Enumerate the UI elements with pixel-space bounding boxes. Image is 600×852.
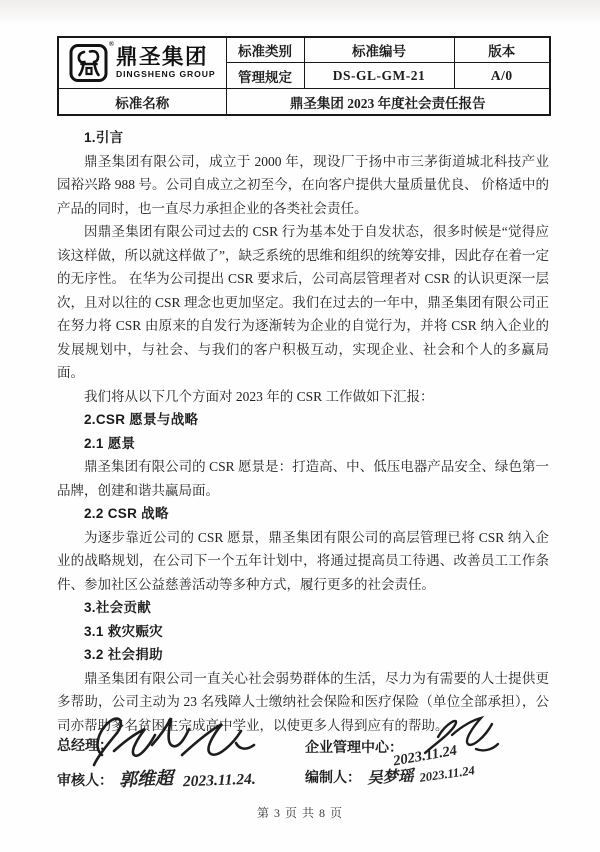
version-value: A/0 xyxy=(454,63,550,89)
author-label: 编制人： xyxy=(305,771,361,786)
body-paragraph: 鼎圣集团有限公司，成立于 2000 年，现设厂于扬中市三茅街道城北科技产业园裕兴路 988 号。公司自成立之初至今，在向客户提供大量质量优良、 价格适中的产品的同时，也一直尽力承担企业的各类社会责任。 xyxy=(57,153,549,216)
version-header: 版本 xyxy=(454,37,550,63)
dingsheng-vessel-icon xyxy=(69,40,115,83)
body-paragraph: 鼎圣集团有限公司一直关心社会弱势群体的生活，尽力为有需要的人士提供更多帮助，公司主动为 23 名残障人士缴纳社会保险和医疗保险（单位全部承担），公司亦帮助多名贫困生完成高中学业，以使更多人得到应有的帮助。 xyxy=(57,670,549,733)
company-logo xyxy=(58,37,226,89)
body-paragraph: 因鼎圣集团有限公司过去的 CSR 行为基本处于自发状态，很多时候是“觉得应该这样做，所以就这样做了”，缺乏系统的思维和组织的统筹安排，因此存在着一定的无序性。 在华为公司提出 CSR 要求后，公司高层管理者对 CSR 的认识更深一层次，且对以往的 CSR 理念也更加坚定。我们在过去的一年中，鼎圣集团有限公司正在努力将 CSR 由原来的自发行为逐渐转为企业的自觉行为，并将 CSR 纳入企业的发展规划中，与社会、与我们的客户积极互动，实现企业、社会和个人的多赢局面。 xyxy=(57,224,549,380)
section-heading-social-donation: 3.2 社会捐助 xyxy=(84,647,163,662)
header-table xyxy=(57,36,551,116)
reviewer-label: 审核人： xyxy=(57,774,113,789)
section-heading-social-contribution: 3.社会贡献 xyxy=(84,600,152,615)
body-paragraph: 鼎圣集团有限公司的 CSR 愿景是：打造高、中、低压电器产品安全、绿色第一品牌，创建和谐共赢局面。 xyxy=(57,459,549,498)
section-heading-vision: 2.1 愿景 xyxy=(84,435,136,451)
standard-category-header: 标准类别 xyxy=(226,37,304,63)
reviewer-signature-name: 郭维超 xyxy=(118,768,174,790)
reviewer-row xyxy=(57,765,256,791)
body-paragraph: 我们将从以下几个方面对 2023 年的 CSR 工作做如下汇报： xyxy=(84,388,434,404)
author-signature-name: 吴梦瑶 xyxy=(366,767,415,788)
author-row xyxy=(305,765,475,787)
standard-category-value: 管理规定 xyxy=(226,63,304,89)
registered-trademark-icon: ® xyxy=(108,40,115,48)
section-heading-intro: 1.引言 xyxy=(84,130,124,145)
body-paragraph: 为逐步靠近公司的 CSR 愿景，鼎圣集团有限公司的高层管理已将 CSR 纳入企业的战略规划，在公司下一个五年计划中，将通过提高员工待遇、改善员工工作条件、参加社区公益慈善活动等多种方式，履行更多的社会责任。 xyxy=(57,529,549,592)
reviewer-date: 2023.11.24. xyxy=(182,770,257,791)
standard-number-value: DS-GL-GM-21 xyxy=(304,63,454,89)
section-heading-csr-strategy: 2.2 CSR 战略 xyxy=(84,506,169,521)
document-body xyxy=(57,126,549,737)
standard-name-label: 标准名称 xyxy=(58,89,226,116)
standard-number-header: 标准编号 xyxy=(304,37,454,63)
standard-name-value: 鼎圣集团 2023 年度社会责任报告 xyxy=(226,89,550,116)
general-manager-signature xyxy=(86,709,261,773)
company-name-en: DINGSHENG GROUP xyxy=(116,69,216,80)
signature-block xyxy=(0,705,600,817)
general-manager-label: 总经理： xyxy=(57,739,113,754)
enterprise-management-center-label: 企业管理中心： xyxy=(305,741,403,756)
page-number-indicator: 第 3 页 共 8 页 xyxy=(256,806,343,820)
section-heading-csr-vision-strategy: 2.CSR 愿景与战略 xyxy=(84,412,199,427)
enterprise-management-center-date: 2023.11.24 xyxy=(392,742,459,770)
section-heading-disaster-relief: 3.1 救灾赈灾 xyxy=(84,623,163,639)
company-name-cn: 鼎圣集团 xyxy=(116,44,209,69)
author-date: 2023.11.24 xyxy=(418,763,476,785)
